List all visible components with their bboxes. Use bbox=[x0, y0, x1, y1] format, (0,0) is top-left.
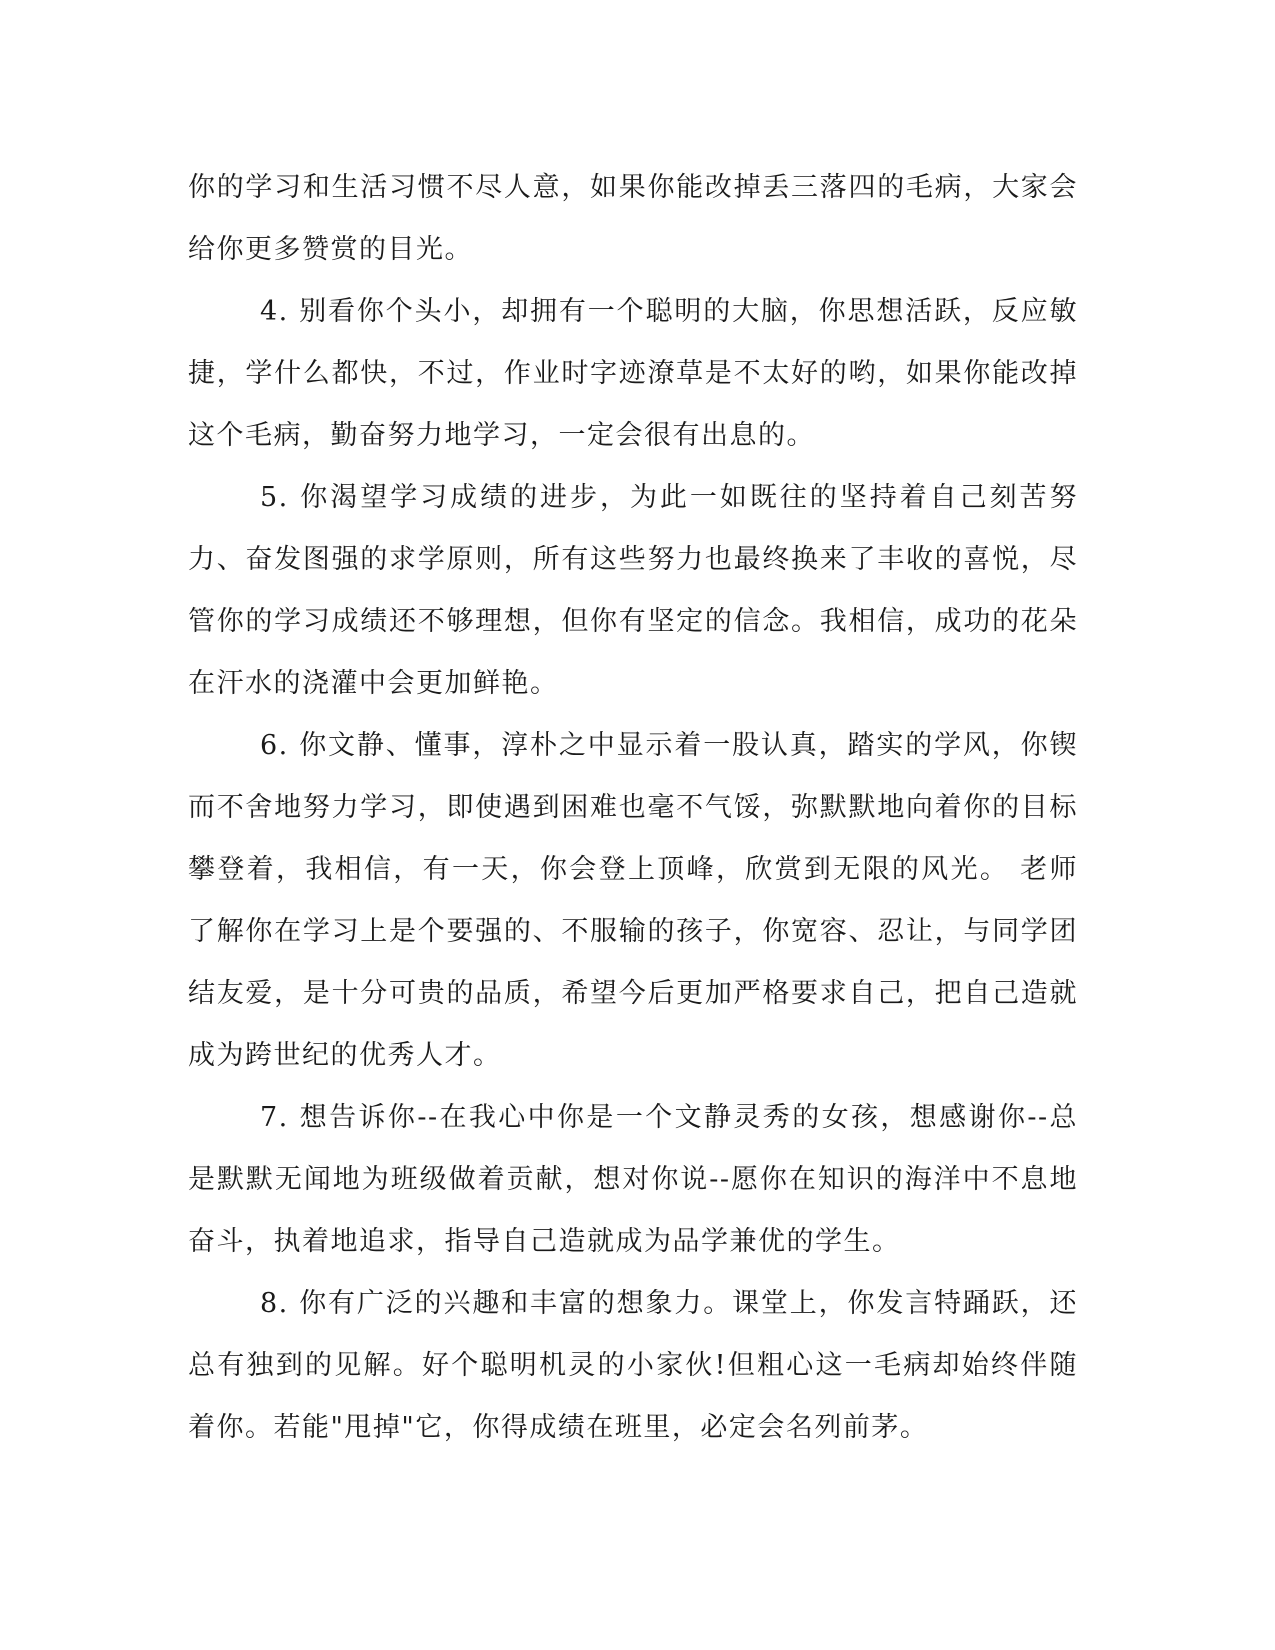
paragraph-item-7: 7. 想告诉你--在我心中你是一个文静灵秀的女孩，想感谢你--总是默默无闻地为班级做着贡献，想对你说--愿你在知识的海洋中不息地奋斗，执着地追求，指导自己造就成为品学兼优的学生。 bbox=[188, 1102, 1078, 1257]
paragraph-item-5: 5. 你渴望学习成绩的进步，为此一如既往的坚持着自己刻苦努力、奋发图强的求学原则，所有这些努力也最终换来了丰收的喜悦，尽管你的学习成绩还不够理想，但你有坚定的信念。我相信，成功的花朵在汗水的浇灌中会更加鲜艳。 bbox=[188, 482, 1078, 699]
paragraph-continuation: 你的学习和生活习惯不尽人意，如果你能改掉丢三落四的毛病，大家会给你更多赞赏的目光。 bbox=[188, 172, 1078, 265]
document-page bbox=[188, 157, 1078, 1459]
paragraph-item-4: 4. 别看你个头小，却拥有一个聪明的大脑，你思想活跃，反应敏捷，学什么都快，不过，作业时字迹潦草是不太好的哟，如果你能改掉这个毛病，勤奋努力地学习，一定会很有出息的。 bbox=[188, 296, 1078, 451]
paragraph-item-8: 8. 你有广泛的兴趣和丰富的想象力。课堂上，你发言特踊跃，还总有独到的见解。好个聪明机灵的小家伙!但粗心这一毛病却始终伴随着你。若能"甩掉"它，你得成绩在班里，必定会名列前茅。 bbox=[188, 1288, 1078, 1443]
paragraph-item-6: 6. 你文静、懂事，淳朴之中显示着一股认真，踏实的学风，你锲而不舍地努力学习，即使遇到困难也毫不气馁，弥默默地向着你的目标攀登着，我相信，有一天，你会登上顶峰，欣赏到无限的风光。 老师了解你在学习上是个要强的、不服输的孩子，你宽容、忍让，与同学团结友爱，是十分可贵的品质，希望今后更加严格要求自己，把自己造就成为跨世纪的优秀人才。 bbox=[188, 730, 1078, 1071]
